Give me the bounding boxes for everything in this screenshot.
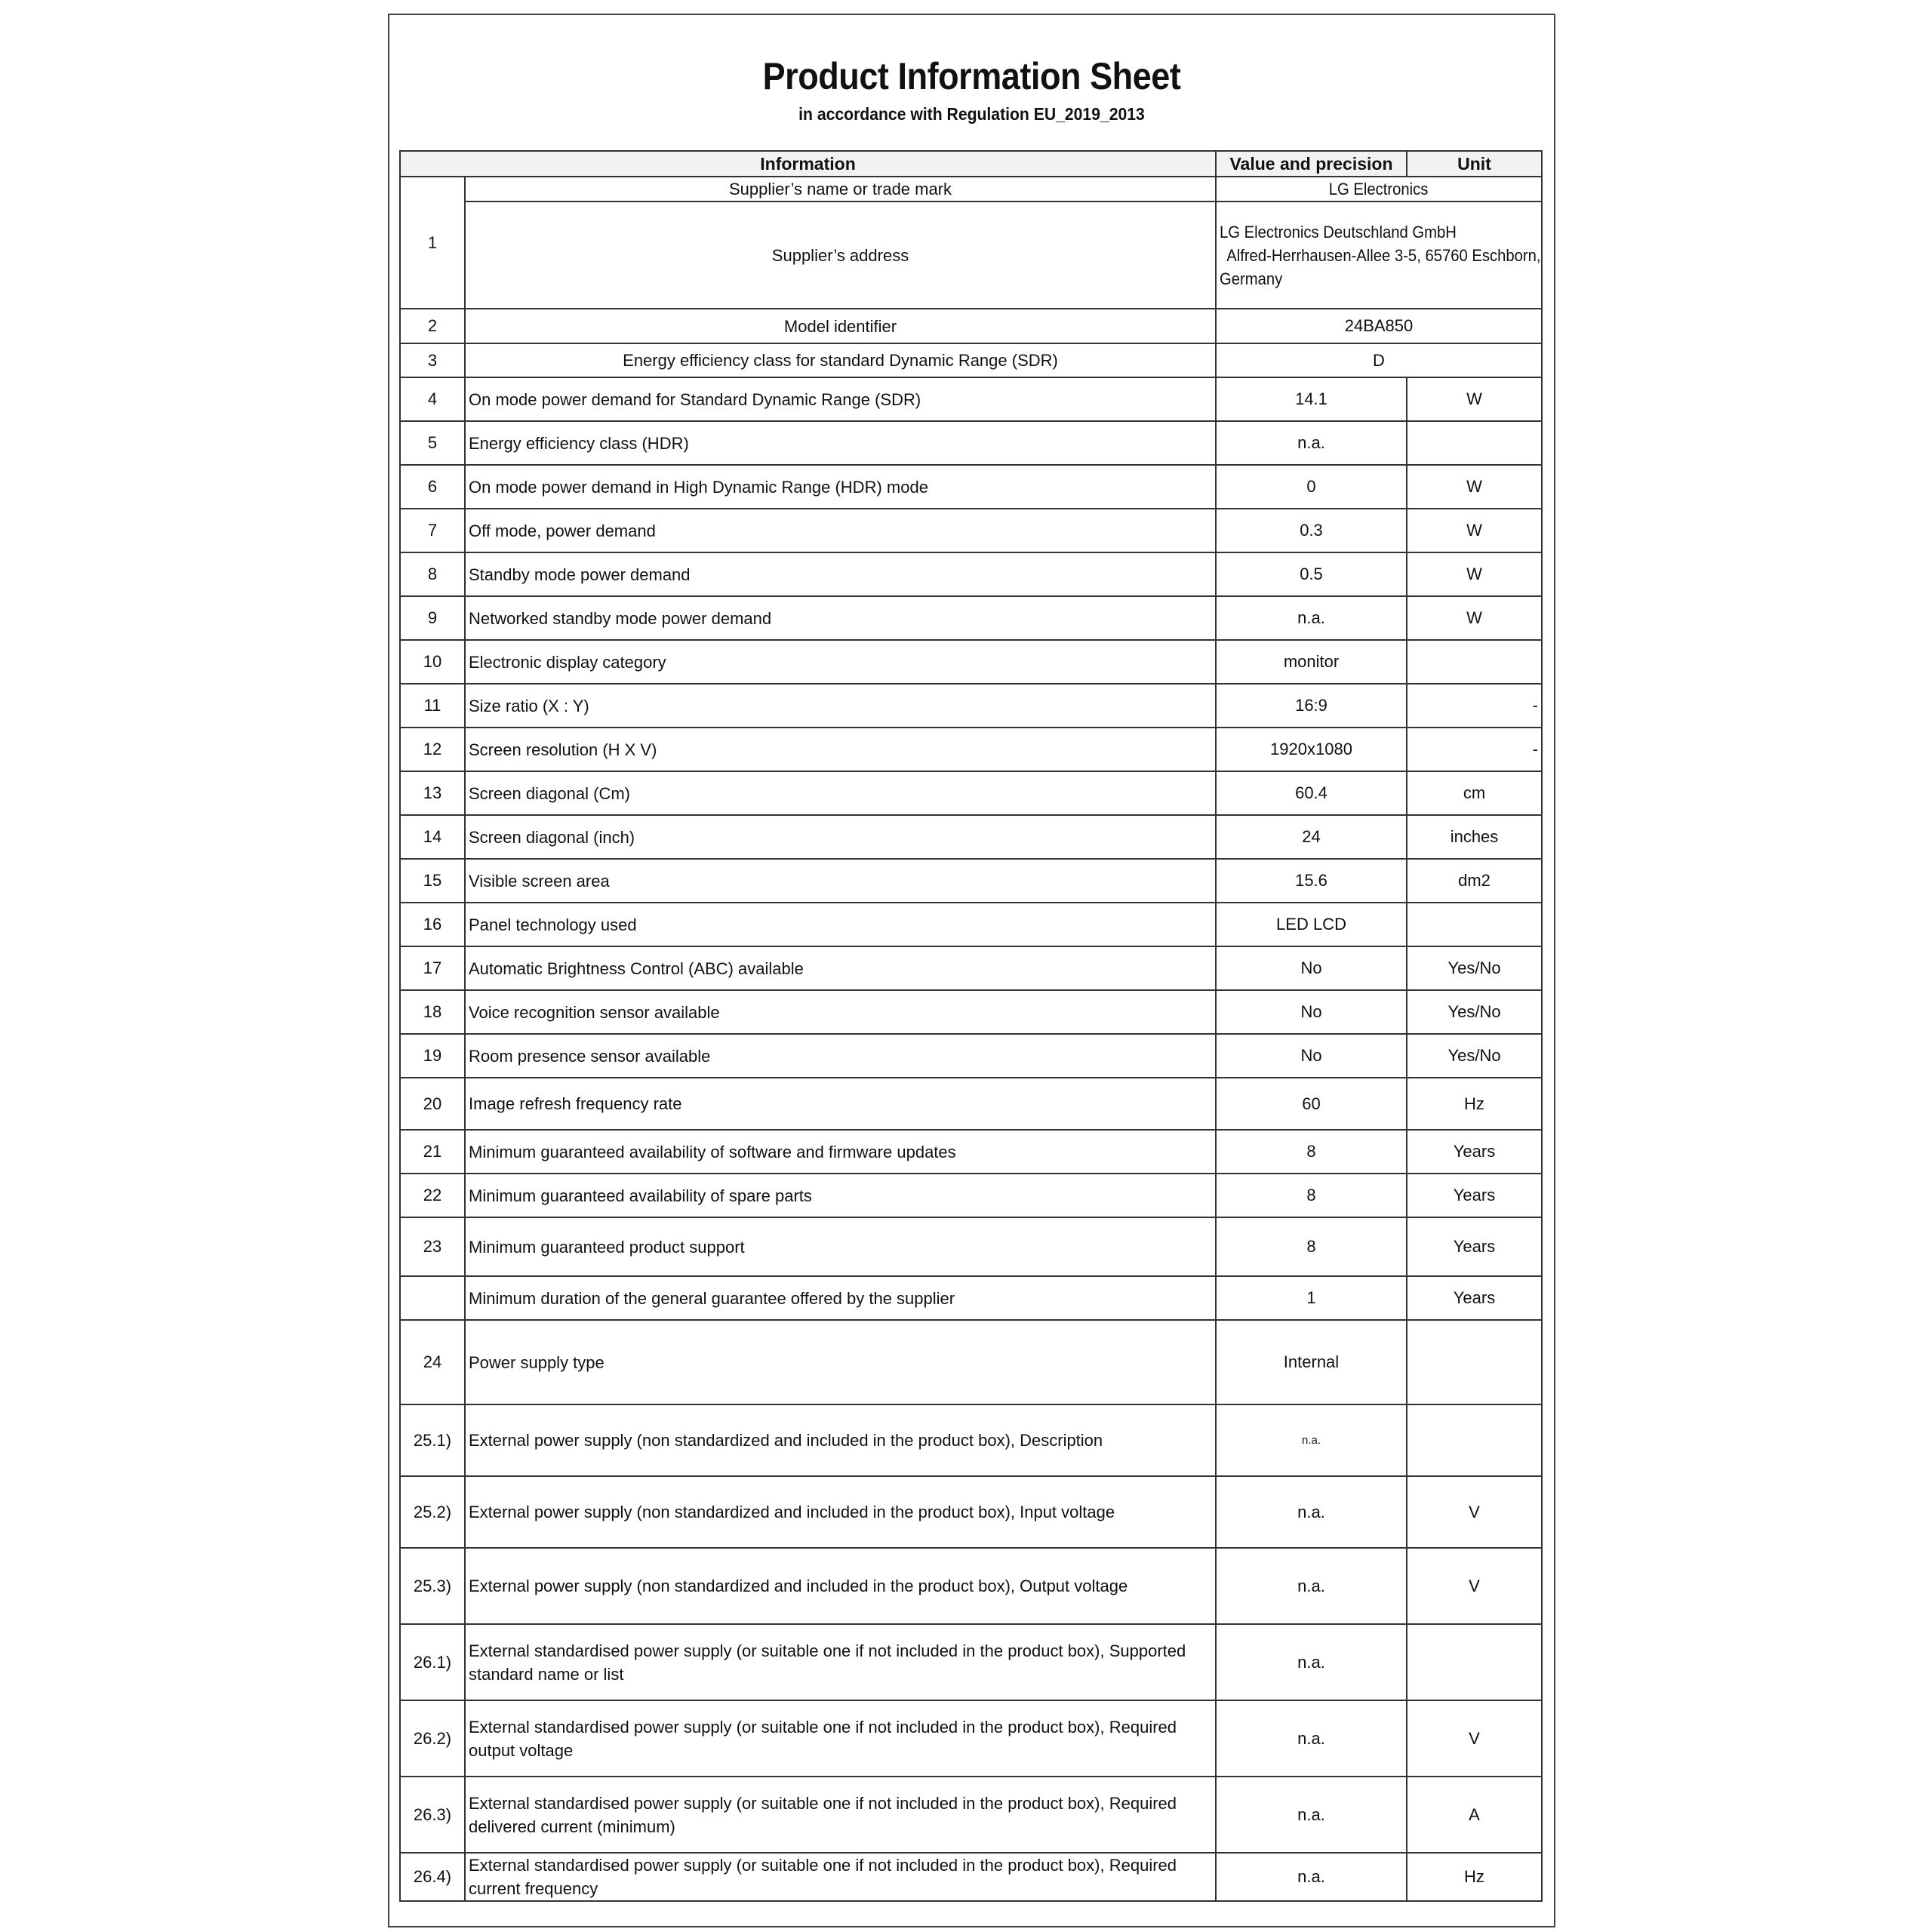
- row-label: External standardised power supply (or suitable one if not included in the product box), Required delivered current (minimum): [465, 1777, 1216, 1853]
- table-row: [400, 1548, 1542, 1624]
- row-label: External power supply (non standardized and included in the product box), Output voltage: [465, 1548, 1216, 1624]
- row-number: 26.1): [400, 1624, 465, 1700]
- row-value: 8: [1216, 1174, 1407, 1217]
- address-line: LG Electronics Deutschland GmbH: [1220, 222, 1457, 242]
- table-row: [400, 1404, 1542, 1476]
- row-value: 1920x1080: [1216, 728, 1407, 771]
- row-value: 8: [1216, 1130, 1407, 1174]
- row-unit: V: [1407, 1476, 1542, 1548]
- row-number: 3: [400, 343, 465, 377]
- row-number: 12: [400, 728, 465, 771]
- row-label: Minimum guaranteed availability of software and firmware updates: [465, 1130, 1216, 1174]
- row-label: Minimum guaranteed product support: [465, 1217, 1216, 1276]
- row-number: 26.4): [400, 1853, 465, 1901]
- row-value: 24BA850: [1216, 309, 1542, 343]
- row-unit: Years: [1407, 1217, 1542, 1276]
- row-label: Visible screen area: [465, 859, 1216, 903]
- row-unit: V: [1407, 1700, 1542, 1777]
- table-row: [400, 177, 1542, 202]
- table-row: [400, 1130, 1542, 1174]
- row-label: Power supply type: [465, 1320, 1216, 1404]
- row-unit: Yes/No: [1407, 990, 1542, 1034]
- row-value: 1: [1216, 1276, 1407, 1320]
- row-unit: W: [1407, 596, 1542, 640]
- row-label: Automatic Brightness Control (ABC) available: [465, 946, 1216, 990]
- row-value: 0.3: [1216, 509, 1407, 552]
- row-value: monitor: [1216, 640, 1407, 684]
- row-label: Minimum guaranteed availability of spare parts: [465, 1174, 1216, 1217]
- table-header-row: [400, 151, 1542, 177]
- row-label: Energy efficiency class (HDR): [465, 421, 1216, 465]
- row-unit: -: [1407, 684, 1542, 728]
- row-label: Supplier’s address: [465, 202, 1216, 309]
- row-label: Standby mode power demand: [465, 552, 1216, 596]
- row-value: D: [1216, 343, 1542, 377]
- row-number: 20: [400, 1078, 465, 1130]
- table-row: [400, 509, 1542, 552]
- row-number: 14: [400, 815, 465, 859]
- table-row: [400, 1174, 1542, 1217]
- table-row: [400, 684, 1542, 728]
- table-row: [400, 728, 1542, 771]
- row-number: 21: [400, 1130, 465, 1174]
- row-unit: W: [1407, 509, 1542, 552]
- table-row: [400, 990, 1542, 1034]
- row-number: 23: [400, 1217, 465, 1276]
- row-number: 22: [400, 1174, 465, 1217]
- row-value: n.a.: [1216, 1476, 1407, 1548]
- row-label: External standardised power supply (or suitable one if not included in the product box), Required output voltage: [465, 1700, 1216, 1777]
- supplier-name-value: LG Electronics: [1329, 179, 1429, 198]
- row-number: 15: [400, 859, 465, 903]
- table-row: [400, 377, 1542, 421]
- row-value: [1216, 177, 1542, 202]
- row-value: No: [1216, 946, 1407, 990]
- table-row: [400, 640, 1542, 684]
- row-unit: Years: [1407, 1276, 1542, 1320]
- row-value: 8: [1216, 1217, 1407, 1276]
- row-number: 16: [400, 903, 465, 946]
- table-row: [400, 1276, 1542, 1320]
- address-line: Alfred-Herrhausen-Allee 3-5, 65760 Eschborn,: [1226, 245, 1541, 265]
- row-label: Energy efficiency class for standard Dynamic Range (SDR): [465, 343, 1216, 377]
- row-unit: Years: [1407, 1130, 1542, 1174]
- product-information-sheet: [388, 14, 1555, 1927]
- row-unit: Years: [1407, 1174, 1542, 1217]
- table-row: [400, 465, 1542, 509]
- row-number: 17: [400, 946, 465, 990]
- row-label: On mode power demand for Standard Dynamic Range (SDR): [465, 377, 1216, 421]
- table-row: [400, 1034, 1542, 1078]
- row-unit: [1407, 1320, 1542, 1404]
- row-number: 25.1): [400, 1404, 465, 1476]
- row-unit: dm2: [1407, 859, 1542, 903]
- row-label: Supplier’s name or trade mark: [465, 177, 1216, 202]
- row-label: Off mode, power demand: [465, 509, 1216, 552]
- page-subtitle: in accordance with Regulation EU_2019_2013: [798, 104, 1145, 124]
- row-unit: cm: [1407, 771, 1542, 815]
- row-number: 25.3): [400, 1548, 465, 1624]
- table-row: [400, 202, 1542, 309]
- table-row: [400, 771, 1542, 815]
- table-row: [400, 946, 1542, 990]
- table-row: [400, 1476, 1542, 1548]
- row-value: Internal: [1216, 1320, 1407, 1404]
- row-number: 5: [400, 421, 465, 465]
- row-unit: A: [1407, 1777, 1542, 1853]
- address-line: Germany: [1220, 269, 1283, 288]
- row-value: n.a.: [1216, 596, 1407, 640]
- row-value: 24: [1216, 815, 1407, 859]
- row-unit: -: [1407, 728, 1542, 771]
- row-value: 15.6: [1216, 859, 1407, 903]
- table-row: [400, 1624, 1542, 1700]
- row-unit: W: [1407, 552, 1542, 596]
- row-value: 60: [1216, 1078, 1407, 1130]
- row-label: Minimum duration of the general guarantee offered by the supplier: [465, 1276, 1216, 1320]
- row-label: Room presence sensor available: [465, 1034, 1216, 1078]
- row-unit: Yes/No: [1407, 946, 1542, 990]
- table-row: [400, 596, 1542, 640]
- row-label: Networked standby mode power demand: [465, 596, 1216, 640]
- row-unit: [1407, 421, 1542, 465]
- supplier-address-value: [1216, 202, 1542, 309]
- row-label: Image refresh frequency rate: [465, 1078, 1216, 1130]
- row-unit: [1407, 640, 1542, 684]
- column-header-information: Information: [400, 151, 1216, 177]
- row-unit: Hz: [1407, 1078, 1542, 1130]
- row-value: n.a.: [1216, 1404, 1407, 1476]
- row-unit: W: [1407, 377, 1542, 421]
- table-row: [400, 1700, 1542, 1777]
- row-number: 6: [400, 465, 465, 509]
- row-label: External standardised power supply (or suitable one if not included in the product box), Supported standard name or list: [465, 1624, 1216, 1700]
- row-label: Screen diagonal (Cm): [465, 771, 1216, 815]
- table-row: [400, 1853, 1542, 1901]
- table-row: [400, 859, 1542, 903]
- row-value: n.a.: [1216, 1777, 1407, 1853]
- row-value: 0.5: [1216, 552, 1407, 596]
- row-value: n.a.: [1216, 1700, 1407, 1777]
- table-row: [400, 1777, 1542, 1853]
- column-header-value: Value and precision: [1216, 151, 1407, 177]
- row-label: Size ratio (X : Y): [465, 684, 1216, 728]
- table-row: [400, 1320, 1542, 1404]
- row-number: 25.2): [400, 1476, 465, 1548]
- row-value: n.a.: [1216, 1548, 1407, 1624]
- row-value: n.a.: [1216, 1624, 1407, 1700]
- row-number: 18: [400, 990, 465, 1034]
- row-label: Model identifier: [465, 309, 1216, 343]
- row-number: 4: [400, 377, 465, 421]
- row-number: 2: [400, 309, 465, 343]
- row-label: On mode power demand in High Dynamic Range (HDR) mode: [465, 465, 1216, 509]
- row-number: 13: [400, 771, 465, 815]
- row-value: 16:9: [1216, 684, 1407, 728]
- row-label: External power supply (non standardized and included in the product box), Input voltage: [465, 1476, 1216, 1548]
- table-row: [400, 552, 1542, 596]
- row-label: Electronic display category: [465, 640, 1216, 684]
- row-number: 8: [400, 552, 465, 596]
- row-number: 26.3): [400, 1777, 465, 1853]
- row-value: 60.4: [1216, 771, 1407, 815]
- row-unit: [1407, 1404, 1542, 1476]
- row-unit: Yes/No: [1407, 1034, 1542, 1078]
- row-number: [400, 1276, 465, 1320]
- row-unit: Hz: [1407, 1853, 1542, 1901]
- row-value: No: [1216, 1034, 1407, 1078]
- row-label: Screen diagonal (inch): [465, 815, 1216, 859]
- row-label: External power supply (non standardized and included in the product box), Description: [465, 1404, 1216, 1476]
- row-unit: W: [1407, 465, 1542, 509]
- row-unit: [1407, 1624, 1542, 1700]
- row-number: 19: [400, 1034, 465, 1078]
- row-value: 0: [1216, 465, 1407, 509]
- table-row: [400, 815, 1542, 859]
- page-title: Product Information Sheet: [762, 55, 1181, 97]
- row-number: 24: [400, 1320, 465, 1404]
- row-value: n.a.: [1216, 421, 1407, 465]
- table-row: [400, 1217, 1542, 1276]
- row-number: 1: [400, 177, 465, 309]
- row-value: 14.1: [1216, 377, 1407, 421]
- row-number: 9: [400, 596, 465, 640]
- row-number: 26.2): [400, 1700, 465, 1777]
- row-label: Screen resolution (H X V): [465, 728, 1216, 771]
- row-number: 7: [400, 509, 465, 552]
- information-table: [399, 150, 1543, 1902]
- row-unit: inches: [1407, 815, 1542, 859]
- row-value: No: [1216, 990, 1407, 1034]
- row-number: 10: [400, 640, 465, 684]
- row-label: Panel technology used: [465, 903, 1216, 946]
- table-row: [400, 1078, 1542, 1130]
- row-unit: V: [1407, 1548, 1542, 1624]
- row-label: External standardised power supply (or suitable one if not included in the product box), Required current frequency: [465, 1853, 1216, 1901]
- table-row: [400, 903, 1542, 946]
- table-row: [400, 343, 1542, 377]
- row-unit: [1407, 903, 1542, 946]
- table-row: [400, 309, 1542, 343]
- table-row: [400, 421, 1542, 465]
- column-header-unit: Unit: [1407, 151, 1542, 177]
- row-number: 11: [400, 684, 465, 728]
- row-value: LED LCD: [1216, 903, 1407, 946]
- row-value: n.a.: [1216, 1853, 1407, 1901]
- row-label: Voice recognition sensor available: [465, 990, 1216, 1034]
